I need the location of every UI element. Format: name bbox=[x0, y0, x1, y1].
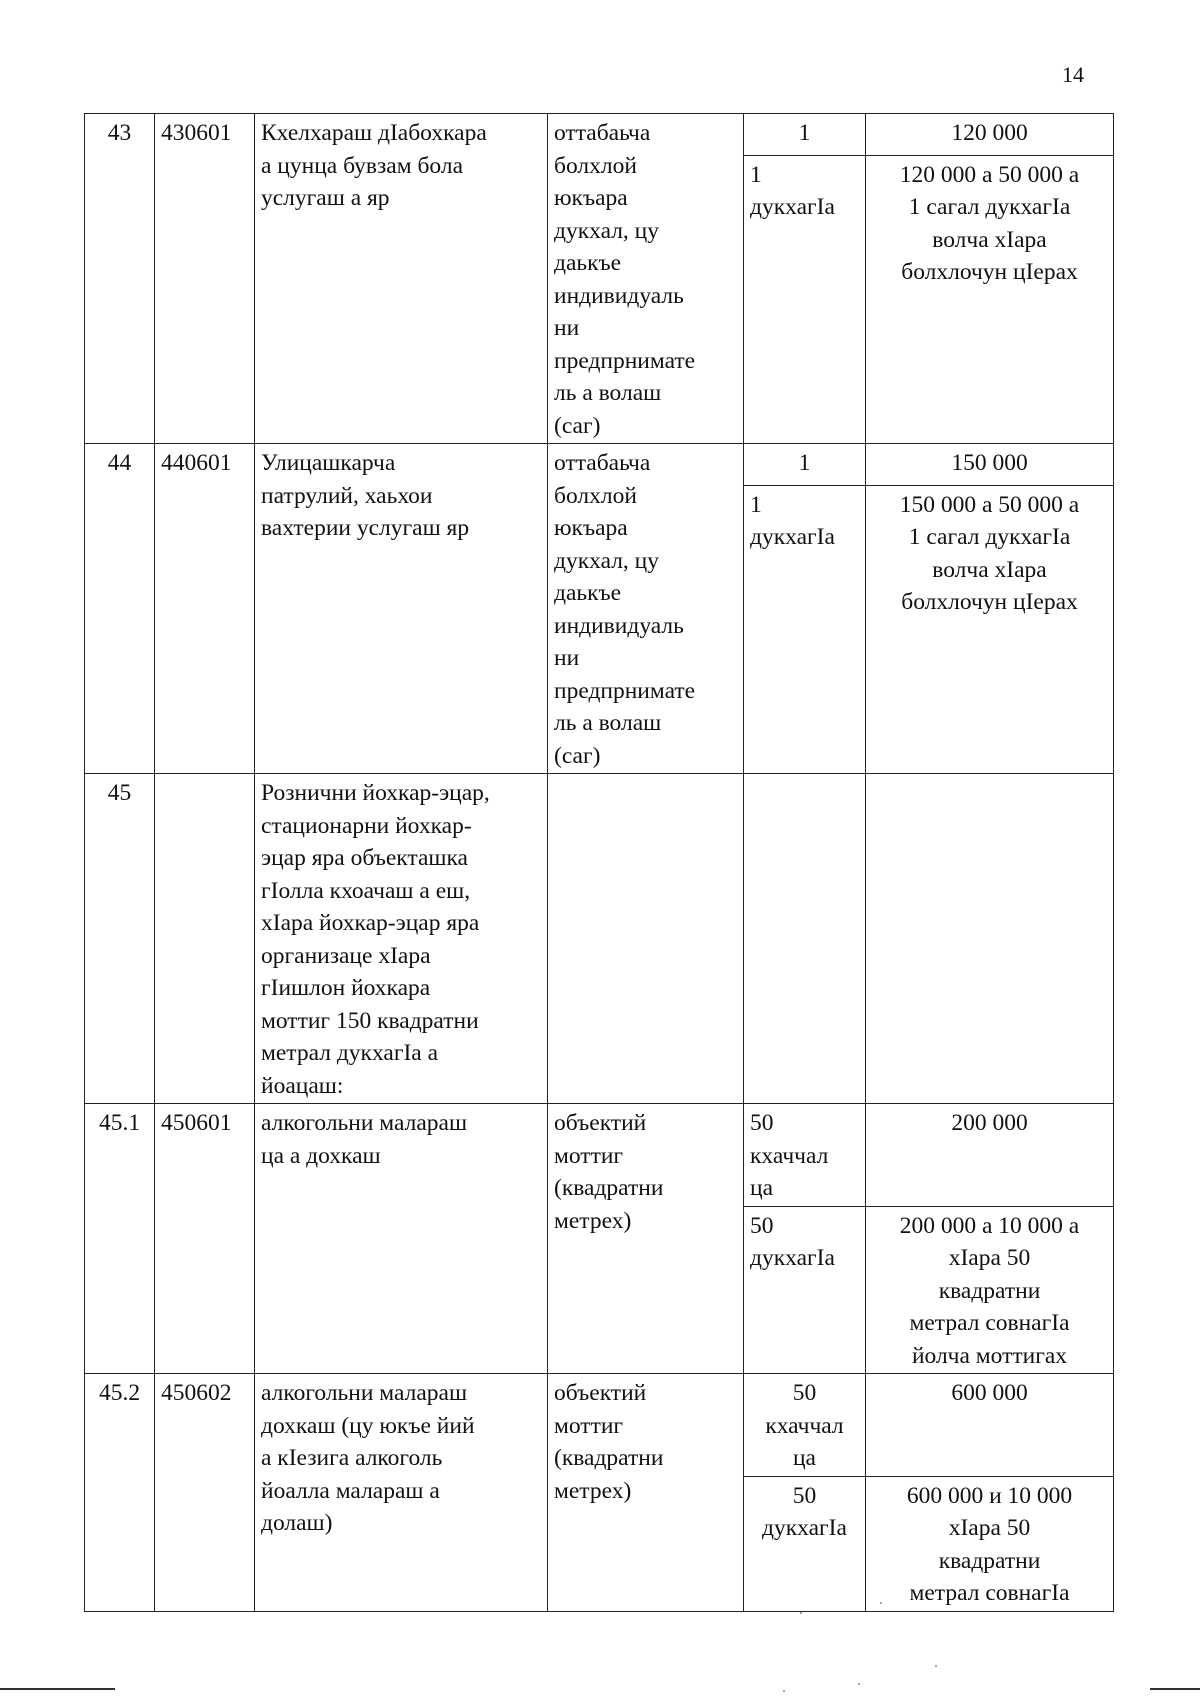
row-number: 44 bbox=[85, 444, 155, 774]
quantity-empty bbox=[744, 774, 866, 1104]
tariff-table bbox=[84, 113, 1114, 1612]
table-row bbox=[85, 444, 1114, 486]
amount-extra: 600 000 и 10 000 хIара 50 квадратни метрал совнагIа bbox=[866, 1476, 1114, 1611]
row-code: 430601 bbox=[155, 114, 255, 444]
quantity-extra: 50 дукхагIа bbox=[744, 1206, 866, 1374]
amount-base: 600 000 bbox=[866, 1374, 1114, 1477]
row-number: 45.1 bbox=[85, 1104, 155, 1374]
scan-speck bbox=[935, 1665, 937, 1667]
quantity-extra: 50 дукхагIа bbox=[744, 1476, 866, 1611]
row-number: 45.2 bbox=[85, 1374, 155, 1612]
row-code: 450601 bbox=[155, 1104, 255, 1374]
activity-name: Рознични йохкар-эцар, стационарни йохкар- эцар яра объекташка гIолла кхоачаш а еш, хIара йохкар-эцар яра организаце хIара гIишлон йохкара моттиг 150 квадратни метрал дукхагIа а йоацаш: bbox=[255, 774, 548, 1104]
quantity-extra: 1 дукхагIа bbox=[744, 155, 866, 443]
table-row bbox=[85, 774, 1114, 1104]
amount-base: 120 000 bbox=[866, 114, 1114, 156]
row-code-empty bbox=[155, 774, 255, 1104]
unit-description: оттабаьча болхлой юкъара дукхал, цу даькъе индивидуаль ни предпрнимате ль а волаш (саг) bbox=[548, 114, 744, 444]
quantity-base: 50 кхаччал ца bbox=[744, 1104, 866, 1207]
scan-edge-line bbox=[1150, 1688, 1200, 1690]
activity-name: алкогольни малараш дохкаш (цу юкъе йий а кIезига алкоголь йоалла малараш а долаш) bbox=[255, 1374, 548, 1612]
unit-description-empty bbox=[548, 774, 744, 1104]
amount-extra: 200 000 а 10 000 а хIара 50 квадратни метрал совнагIа йолча моттигах bbox=[866, 1206, 1114, 1374]
amount-empty bbox=[866, 774, 1114, 1104]
amount-extra: 120 000 а 50 000 а 1 сагал дукхагIа волча хIара болхлочун цIерах bbox=[866, 155, 1114, 443]
scan-speck bbox=[800, 1612, 802, 1614]
scan-speck bbox=[880, 1602, 882, 1604]
amount-extra: 150 000 а 50 000 а 1 сагал дукхагIа волча хIара болхлочун цIерах bbox=[866, 485, 1114, 773]
activity-name: Улицашкарча патрулий, хаьхои вахтерии услугаш яр bbox=[255, 444, 548, 774]
page-number: 14 bbox=[1062, 62, 1084, 87]
table-row bbox=[85, 114, 1114, 156]
row-number: 43 bbox=[85, 114, 155, 444]
scan-speck bbox=[858, 1683, 860, 1685]
unit-description: оттабаьча болхлой юкъара дукхал, цу даькъе индивидуаль ни предпрнимате ль а волаш (саг) bbox=[548, 444, 744, 774]
unit-description: объектий моттиг (квадратни метрех) bbox=[548, 1104, 744, 1374]
amount-base: 150 000 bbox=[866, 444, 1114, 486]
quantity-base: 50 кхаччал ца bbox=[744, 1374, 866, 1477]
row-number: 45 bbox=[85, 774, 155, 1104]
unit-description: объектий моттиг (квадратни метрех) bbox=[548, 1374, 744, 1612]
table-row bbox=[85, 1374, 1114, 1477]
amount-base: 200 000 bbox=[866, 1104, 1114, 1207]
quantity-base: 1 bbox=[744, 444, 866, 486]
scan-speck bbox=[783, 1690, 785, 1692]
row-code: 440601 bbox=[155, 444, 255, 774]
activity-name: Кхелхараш дIабохкара а цунца бувзам бола услугаш а яр bbox=[255, 114, 548, 444]
quantity-extra: 1 дукхагIа bbox=[744, 485, 866, 773]
row-code: 450602 bbox=[155, 1374, 255, 1612]
table-row bbox=[85, 1104, 1114, 1207]
activity-name: алкогольни малараш ца а дохкаш bbox=[255, 1104, 548, 1374]
quantity-base: 1 bbox=[744, 114, 866, 156]
scan-edge-line bbox=[0, 1688, 115, 1690]
